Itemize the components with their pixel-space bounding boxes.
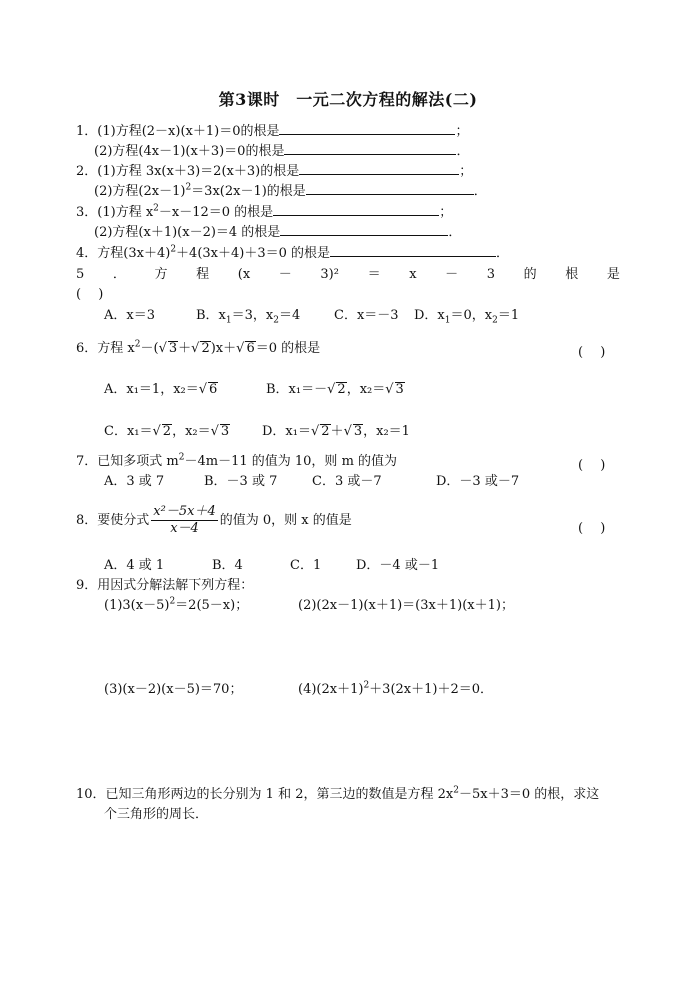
superscript: 2 xyxy=(185,182,192,193)
punct: ； xyxy=(455,124,469,139)
token: 是 xyxy=(606,267,620,282)
answer-blank[interactable] xyxy=(330,244,496,257)
question-2a xyxy=(76,162,472,180)
question-7-paren[interactable]: ( ) xyxy=(578,458,606,473)
token: － xyxy=(278,267,292,282)
question-6-paren[interactable]: ( ) xyxy=(578,345,606,360)
radicand: 6 xyxy=(209,382,218,397)
option-text: ，x₂＝ xyxy=(346,382,386,397)
question-text: 方程 x xyxy=(97,341,135,356)
punct: ． xyxy=(448,225,462,240)
subscript: 2 xyxy=(492,315,498,326)
superscript: 2 xyxy=(153,203,159,214)
superscript: 2 xyxy=(134,339,141,350)
q5-option-a[interactable]: A．x＝3 xyxy=(104,308,155,323)
q9-part-1 xyxy=(104,598,248,614)
equation-text: ＝2(5－x)； xyxy=(175,598,249,613)
question-5-stem xyxy=(76,267,620,283)
page-title: 第3课时 一元二次方程的解法(二) xyxy=(218,90,478,109)
question-text: ＝0 的根是 xyxy=(255,341,321,356)
option-text: D．x xyxy=(414,308,445,323)
operator: ＋ xyxy=(178,341,192,356)
answer-blank[interactable] xyxy=(284,142,456,155)
question-number: 1． xyxy=(76,124,98,139)
radical-icon: √ xyxy=(158,341,167,356)
question-text: ＝3x(2x－1)的根是 xyxy=(191,184,306,199)
fraction-numerator: x²－5x＋4 xyxy=(153,504,216,519)
token: 的 xyxy=(523,267,537,282)
option-text: B．x₁＝－ xyxy=(266,382,328,397)
q6-option-d[interactable] xyxy=(262,424,410,440)
radical-icon: √ xyxy=(210,424,219,439)
superscript: 2 xyxy=(170,244,177,255)
question-number: 4． xyxy=(76,246,98,261)
radicand: 3 xyxy=(395,382,404,397)
token: 程 xyxy=(196,267,210,282)
question-number: 9． xyxy=(76,578,98,593)
token: － xyxy=(445,267,459,282)
radicand: 3 xyxy=(168,341,178,356)
q7-option-d[interactable]: D．－3 或－7 xyxy=(436,474,520,489)
question-2b xyxy=(94,182,487,200)
question-text: 方程(3x＋4) xyxy=(97,246,171,261)
radical-icon: √ xyxy=(198,382,208,397)
answer-blank[interactable] xyxy=(279,122,455,135)
question-number: 2． xyxy=(76,164,98,179)
token: ． xyxy=(112,267,126,282)
token: x xyxy=(409,267,417,282)
superscript: 2 xyxy=(178,452,185,463)
q9-part-3: (3)(x－2)(x－5)＝70； xyxy=(104,682,243,697)
q5-option-d[interactable] xyxy=(414,308,519,324)
radicand: 6 xyxy=(246,341,255,356)
answer-blank[interactable] xyxy=(280,223,448,236)
option-text: ＝4 xyxy=(278,308,301,323)
question-3a xyxy=(76,203,452,221)
q6-option-b[interactable] xyxy=(266,382,405,398)
superscript: 2 xyxy=(453,785,459,796)
radical-icon: √ xyxy=(343,424,352,439)
option-text: B．x xyxy=(196,308,226,323)
radical-icon: √ xyxy=(191,341,200,356)
question-text: (1)方程 3x(x＋3)＝2(x＋3)的根是 xyxy=(97,164,300,179)
question-text: (2)方程(4x－1)(x＋3)＝0的根是 xyxy=(94,144,285,159)
punct: ； xyxy=(459,164,473,179)
subscript: 2 xyxy=(273,315,279,326)
answer-blank[interactable] xyxy=(306,182,474,195)
question-number: 7． xyxy=(76,454,98,469)
option-text: ，x₂＝1 xyxy=(363,424,410,439)
question-text: －4m－11 的值为 10，则 m 的值为 xyxy=(184,454,398,469)
token: 3 xyxy=(486,267,496,282)
option-text: ＝1 xyxy=(497,308,520,323)
question-5-paren[interactable]: ( ) xyxy=(76,287,104,302)
radical-icon: √ xyxy=(152,424,161,439)
radicand: 3 xyxy=(220,424,230,439)
q7-option-c[interactable]: C．3 或－7 xyxy=(312,474,382,489)
radical-icon: √ xyxy=(327,382,336,397)
question-text: (1)方程 x xyxy=(97,205,154,220)
punct: ； xyxy=(439,205,453,220)
question-7 xyxy=(76,454,397,470)
question-1b xyxy=(94,142,469,160)
question-text: 已知多项式 m xyxy=(97,454,179,469)
question-text: 要使分式 xyxy=(97,513,150,528)
option-text: ＝3，x xyxy=(231,308,274,323)
question-text: 用因式分解法解下列方程： xyxy=(97,578,254,593)
radicand: 3 xyxy=(353,424,363,439)
radical-icon: √ xyxy=(310,424,320,439)
subscript: 1 xyxy=(225,315,232,326)
question-number: 3． xyxy=(76,205,98,220)
radicand: 2 xyxy=(201,341,210,356)
question-text: －x－12＝0 的根是 xyxy=(158,205,274,220)
superscript: 2 xyxy=(363,680,370,691)
option-text: A．x₁＝1，x₂＝ xyxy=(104,382,199,397)
q5-option-b[interactable] xyxy=(196,308,300,324)
punct: ． xyxy=(496,246,510,261)
radicand: 2 xyxy=(321,424,330,439)
q8-option-a[interactable]: A．4 或 1 xyxy=(104,558,165,573)
option-text: ＝0，x xyxy=(450,308,493,323)
question-3b xyxy=(94,223,461,241)
question-9 xyxy=(76,578,253,594)
fraction xyxy=(151,504,217,537)
q7-option-a[interactable]: A．3 或 7 xyxy=(104,474,165,489)
question-1a xyxy=(76,122,468,140)
radical-icon: √ xyxy=(385,382,394,397)
punct: ． xyxy=(456,144,470,159)
radicand: 2 xyxy=(337,382,346,397)
question-number: 8． xyxy=(76,513,98,528)
punct: ． xyxy=(473,184,487,199)
q6-option-a[interactable] xyxy=(104,382,218,398)
question-number: 10． xyxy=(76,787,106,802)
question-text: 已知三角形两边的长分别为 1 和 2，第三边的数值是方程 2x xyxy=(105,787,454,802)
q7-option-b[interactable]: B．－3 或 7 xyxy=(204,474,278,489)
radicand: 2 xyxy=(162,424,172,439)
q9-part-4 xyxy=(298,682,493,698)
question-8-paren[interactable]: ( ) xyxy=(578,521,606,536)
question-text: 的值为 0，则 x 的值是 xyxy=(219,513,352,528)
radical-icon: √ xyxy=(236,341,245,356)
token: ＝ xyxy=(367,267,381,282)
token: 根 xyxy=(565,267,579,282)
fraction-denominator: x－4 xyxy=(170,521,199,536)
token: 3)² xyxy=(320,267,339,282)
question-text: －( xyxy=(140,341,159,356)
q9-part-2: (2)(2x－1)(x＋1)＝(3x＋1)(x＋1)； xyxy=(298,598,514,613)
question-6 xyxy=(76,341,320,357)
q8-option-d[interactable]: D．－4 或－1 xyxy=(356,558,440,573)
equation-text: (1)3(x－5) xyxy=(104,598,170,613)
q8-option-c[interactable]: C．1 xyxy=(290,558,322,573)
answer-blank[interactable] xyxy=(299,162,459,175)
question-text: －5x＋3＝0 的根，求这 xyxy=(458,787,600,802)
answer-blank[interactable] xyxy=(273,203,439,216)
q8-option-b[interactable]: B．4 xyxy=(212,558,243,573)
option-text: C．x₁＝ xyxy=(104,424,153,439)
superscript: 2 xyxy=(169,596,176,607)
option-text: ，x₂＝ xyxy=(172,424,211,439)
operator: ＋ xyxy=(330,424,344,439)
equation-text: ＋3(2x＋1)＋2＝0． xyxy=(369,682,494,697)
token: (x xyxy=(237,267,251,282)
q6-option-c[interactable] xyxy=(104,424,230,440)
question-number: 6． xyxy=(76,341,98,356)
token: 方 xyxy=(154,267,168,282)
question-8 xyxy=(76,504,352,537)
option-text: D．x₁＝ xyxy=(262,424,311,439)
question-text: ＋4(3x＋4)＋3＝0 的根是 xyxy=(176,246,331,261)
question-text: (2)方程(x＋1)(x－2)＝4 的根是 xyxy=(94,225,281,240)
subscript: 1 xyxy=(444,315,451,326)
question-4 xyxy=(76,244,509,262)
question-text: )x＋ xyxy=(210,341,237,356)
question-10-line-2: 个三角形的周长． xyxy=(104,807,209,822)
token: 5 xyxy=(76,267,85,282)
question-10-line-1 xyxy=(76,787,599,803)
question-text: (2)方程(2x－1) xyxy=(94,184,186,199)
question-text: (1)方程(2－x)(x＋1)＝0的根是 xyxy=(97,124,280,139)
q5-option-c[interactable]: C．x＝－3 xyxy=(334,308,399,323)
equation-text: (4)(2x＋1) xyxy=(298,682,364,697)
